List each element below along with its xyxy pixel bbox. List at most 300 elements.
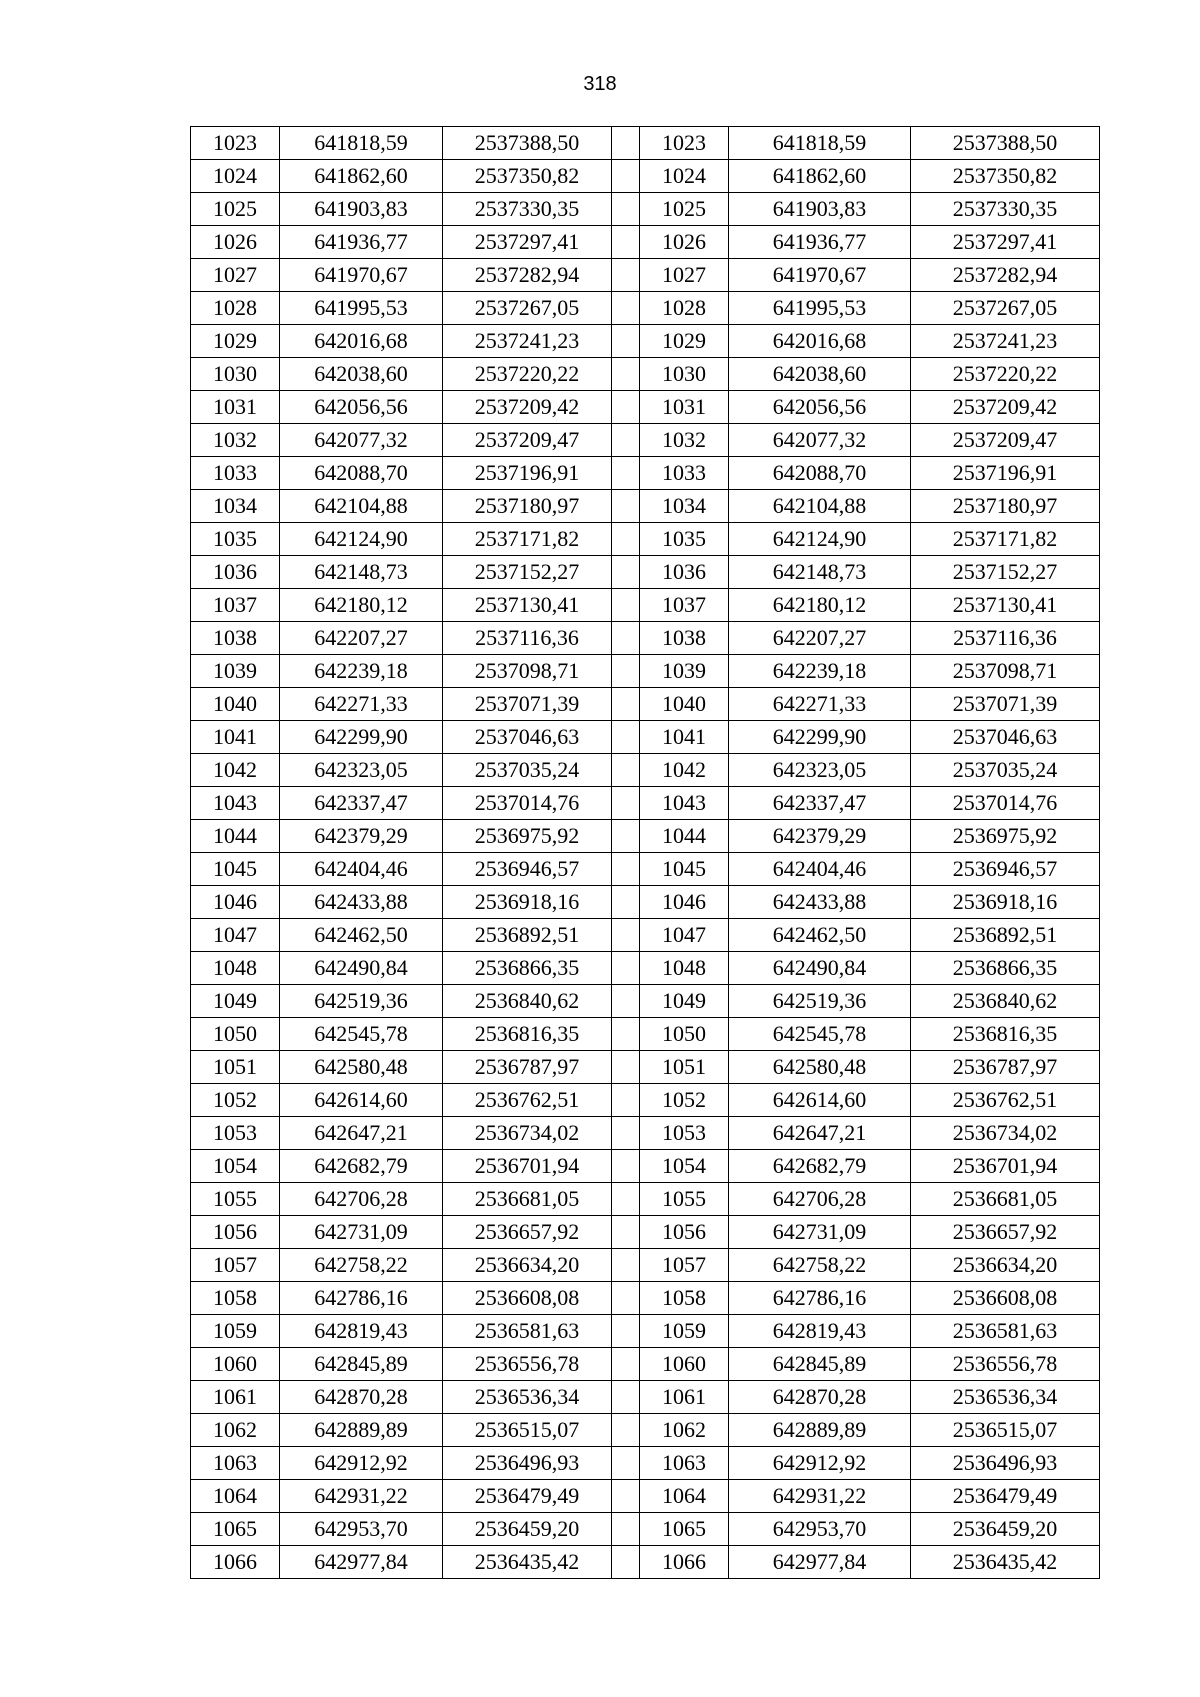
table-row xyxy=(191,1513,1100,1546)
table-row xyxy=(191,556,1100,589)
x-coordinate-cell: 642148,73 xyxy=(280,556,443,589)
y-coordinate-cell: 2537297,41 xyxy=(911,226,1100,259)
x-coordinate-cell: 642647,21 xyxy=(729,1117,911,1150)
x-coordinate-cell: 642016,68 xyxy=(280,325,443,358)
point-number-cell: 1049 xyxy=(191,985,280,1018)
spacer-cell xyxy=(612,1414,640,1447)
spacer-cell xyxy=(612,1150,640,1183)
x-coordinate-cell: 642706,28 xyxy=(729,1183,911,1216)
x-coordinate-cell: 642647,21 xyxy=(280,1117,443,1150)
y-coordinate-cell: 2536435,42 xyxy=(911,1546,1100,1579)
y-coordinate-cell: 2536787,97 xyxy=(443,1051,612,1084)
x-coordinate-cell: 642180,12 xyxy=(280,589,443,622)
x-coordinate-cell: 642490,84 xyxy=(280,952,443,985)
y-coordinate-cell: 2537388,50 xyxy=(911,127,1100,160)
x-coordinate-cell: 642614,60 xyxy=(729,1084,911,1117)
spacer-cell xyxy=(612,1051,640,1084)
x-coordinate-cell: 642819,43 xyxy=(729,1315,911,1348)
point-number-cell: 1065 xyxy=(640,1513,729,1546)
y-coordinate-cell: 2537098,71 xyxy=(911,655,1100,688)
spacer-cell xyxy=(612,358,640,391)
table-row xyxy=(191,1249,1100,1282)
y-coordinate-cell: 2536459,20 xyxy=(911,1513,1100,1546)
spacer-cell xyxy=(612,1315,640,1348)
y-coordinate-cell: 2537241,23 xyxy=(443,325,612,358)
point-number-cell: 1026 xyxy=(640,226,729,259)
x-coordinate-cell: 642038,60 xyxy=(729,358,911,391)
point-number-cell: 1025 xyxy=(640,193,729,226)
y-coordinate-cell: 2536734,02 xyxy=(911,1117,1100,1150)
spacer-cell xyxy=(612,127,640,160)
x-coordinate-cell: 642404,46 xyxy=(729,853,911,886)
point-number-cell: 1024 xyxy=(640,160,729,193)
y-coordinate-cell: 2537297,41 xyxy=(443,226,612,259)
y-coordinate-cell: 2536762,51 xyxy=(911,1084,1100,1117)
point-number-cell: 1066 xyxy=(640,1546,729,1579)
x-coordinate-cell: 642299,90 xyxy=(280,721,443,754)
y-coordinate-cell: 2537152,27 xyxy=(911,556,1100,589)
spacer-cell xyxy=(612,160,640,193)
table-row xyxy=(191,589,1100,622)
point-number-cell: 1057 xyxy=(640,1249,729,1282)
point-number-cell: 1037 xyxy=(191,589,280,622)
y-coordinate-cell: 2537209,42 xyxy=(443,391,612,424)
x-coordinate-cell: 641970,67 xyxy=(729,259,911,292)
table-row xyxy=(191,1447,1100,1480)
point-number-cell: 1054 xyxy=(191,1150,280,1183)
spacer-cell xyxy=(612,259,640,292)
y-coordinate-cell: 2537116,36 xyxy=(443,622,612,655)
x-coordinate-cell: 642819,43 xyxy=(280,1315,443,1348)
y-coordinate-cell: 2537171,82 xyxy=(911,523,1100,556)
x-coordinate-cell: 642953,70 xyxy=(280,1513,443,1546)
x-coordinate-cell: 642845,89 xyxy=(280,1348,443,1381)
x-coordinate-cell: 642786,16 xyxy=(280,1282,443,1315)
x-coordinate-cell: 642580,48 xyxy=(729,1051,911,1084)
point-number-cell: 1052 xyxy=(191,1084,280,1117)
table-row xyxy=(191,1282,1100,1315)
x-coordinate-cell: 642379,29 xyxy=(280,820,443,853)
spacer-cell xyxy=(612,952,640,985)
x-coordinate-cell: 642207,27 xyxy=(729,622,911,655)
point-number-cell: 1026 xyxy=(191,226,280,259)
point-number-cell: 1042 xyxy=(640,754,729,787)
spacer-cell xyxy=(612,1216,640,1249)
y-coordinate-cell: 2537330,35 xyxy=(443,193,612,226)
x-coordinate-cell: 642758,22 xyxy=(729,1249,911,1282)
point-number-cell: 1040 xyxy=(640,688,729,721)
point-number-cell: 1045 xyxy=(191,853,280,886)
table-body xyxy=(191,127,1100,1579)
x-coordinate-cell: 642845,89 xyxy=(729,1348,911,1381)
table-row xyxy=(191,358,1100,391)
y-coordinate-cell: 2537350,82 xyxy=(443,160,612,193)
y-coordinate-cell: 2537196,91 xyxy=(911,457,1100,490)
table-row xyxy=(191,1216,1100,1249)
point-number-cell: 1032 xyxy=(640,424,729,457)
table-row xyxy=(191,391,1100,424)
point-number-cell: 1061 xyxy=(191,1381,280,1414)
point-number-cell: 1056 xyxy=(191,1216,280,1249)
x-coordinate-cell: 642207,27 xyxy=(280,622,443,655)
point-number-cell: 1043 xyxy=(640,787,729,820)
x-coordinate-cell: 642758,22 xyxy=(280,1249,443,1282)
x-coordinate-cell: 642337,47 xyxy=(729,787,911,820)
table-row xyxy=(191,523,1100,556)
y-coordinate-cell: 2536892,51 xyxy=(911,919,1100,952)
y-coordinate-cell: 2536701,94 xyxy=(911,1150,1100,1183)
point-number-cell: 1027 xyxy=(640,259,729,292)
x-coordinate-cell: 641995,53 xyxy=(729,292,911,325)
point-number-cell: 1023 xyxy=(191,127,280,160)
table-row xyxy=(191,622,1100,655)
x-coordinate-cell: 642706,28 xyxy=(280,1183,443,1216)
y-coordinate-cell: 2536515,07 xyxy=(911,1414,1100,1447)
y-coordinate-cell: 2536536,34 xyxy=(911,1381,1100,1414)
y-coordinate-cell: 2537014,76 xyxy=(911,787,1100,820)
y-coordinate-cell: 2537152,27 xyxy=(443,556,612,589)
table-row xyxy=(191,886,1100,919)
y-coordinate-cell: 2536657,92 xyxy=(443,1216,612,1249)
spacer-cell xyxy=(612,985,640,1018)
table-row xyxy=(191,754,1100,787)
x-coordinate-cell: 641970,67 xyxy=(280,259,443,292)
y-coordinate-cell: 2537098,71 xyxy=(443,655,612,688)
point-number-cell: 1064 xyxy=(191,1480,280,1513)
point-number-cell: 1063 xyxy=(640,1447,729,1480)
y-coordinate-cell: 2536681,05 xyxy=(443,1183,612,1216)
x-coordinate-cell: 642271,33 xyxy=(729,688,911,721)
x-coordinate-cell: 642433,88 xyxy=(729,886,911,919)
spacer-cell xyxy=(612,457,640,490)
x-coordinate-cell: 642731,09 xyxy=(729,1216,911,1249)
point-number-cell: 1030 xyxy=(640,358,729,391)
x-coordinate-cell: 642786,16 xyxy=(729,1282,911,1315)
x-coordinate-cell: 641995,53 xyxy=(280,292,443,325)
x-coordinate-cell: 641862,60 xyxy=(280,160,443,193)
point-number-cell: 1049 xyxy=(640,985,729,1018)
table-row xyxy=(191,259,1100,292)
x-coordinate-cell: 641936,77 xyxy=(280,226,443,259)
y-coordinate-cell: 2536946,57 xyxy=(443,853,612,886)
x-coordinate-cell: 641903,83 xyxy=(729,193,911,226)
point-number-cell: 1035 xyxy=(191,523,280,556)
x-coordinate-cell: 642379,29 xyxy=(729,820,911,853)
spacer-cell xyxy=(612,754,640,787)
table-row xyxy=(191,853,1100,886)
x-coordinate-cell: 642104,88 xyxy=(280,490,443,523)
x-coordinate-cell: 641862,60 xyxy=(729,160,911,193)
x-coordinate-cell: 642912,92 xyxy=(729,1447,911,1480)
y-coordinate-cell: 2536459,20 xyxy=(443,1513,612,1546)
spacer-cell xyxy=(612,391,640,424)
x-coordinate-cell: 642056,56 xyxy=(729,391,911,424)
spacer-cell xyxy=(612,523,640,556)
point-number-cell: 1044 xyxy=(191,820,280,853)
x-coordinate-cell: 642077,32 xyxy=(729,424,911,457)
point-number-cell: 1036 xyxy=(640,556,729,589)
table-row xyxy=(191,490,1100,523)
point-number-cell: 1041 xyxy=(191,721,280,754)
y-coordinate-cell: 2537267,05 xyxy=(443,292,612,325)
point-number-cell: 1051 xyxy=(640,1051,729,1084)
point-number-cell: 1039 xyxy=(640,655,729,688)
y-coordinate-cell: 2537046,63 xyxy=(911,721,1100,754)
y-coordinate-cell: 2537282,94 xyxy=(443,259,612,292)
x-coordinate-cell: 642931,22 xyxy=(280,1480,443,1513)
point-number-cell: 1061 xyxy=(640,1381,729,1414)
table-row xyxy=(191,292,1100,325)
point-number-cell: 1044 xyxy=(640,820,729,853)
y-coordinate-cell: 2536657,92 xyxy=(911,1216,1100,1249)
y-coordinate-cell: 2536787,97 xyxy=(911,1051,1100,1084)
spacer-cell xyxy=(612,226,640,259)
y-coordinate-cell: 2536816,35 xyxy=(911,1018,1100,1051)
point-number-cell: 1039 xyxy=(191,655,280,688)
x-coordinate-cell: 642104,88 xyxy=(729,490,911,523)
spacer-cell xyxy=(612,1447,640,1480)
x-coordinate-cell: 642088,70 xyxy=(280,457,443,490)
point-number-cell: 1033 xyxy=(191,457,280,490)
x-coordinate-cell: 642977,84 xyxy=(280,1546,443,1579)
point-number-cell: 1045 xyxy=(640,853,729,886)
y-coordinate-cell: 2536866,35 xyxy=(911,952,1100,985)
spacer-cell xyxy=(612,886,640,919)
point-number-cell: 1054 xyxy=(640,1150,729,1183)
spacer-cell xyxy=(612,1381,640,1414)
x-coordinate-cell: 642323,05 xyxy=(280,754,443,787)
x-coordinate-cell: 641818,59 xyxy=(729,127,911,160)
x-coordinate-cell: 642870,28 xyxy=(729,1381,911,1414)
y-coordinate-cell: 2536634,20 xyxy=(443,1249,612,1282)
point-number-cell: 1034 xyxy=(191,490,280,523)
point-number-cell: 1027 xyxy=(191,259,280,292)
point-number-cell: 1064 xyxy=(640,1480,729,1513)
spacer-cell xyxy=(612,490,640,523)
point-number-cell: 1060 xyxy=(640,1348,729,1381)
x-coordinate-cell: 642614,60 xyxy=(280,1084,443,1117)
coordinates-table xyxy=(190,126,1100,1579)
x-coordinate-cell: 642519,36 xyxy=(280,985,443,1018)
x-coordinate-cell: 642545,78 xyxy=(280,1018,443,1051)
table-row xyxy=(191,1117,1100,1150)
y-coordinate-cell: 2536762,51 xyxy=(443,1084,612,1117)
table-row xyxy=(191,424,1100,457)
x-coordinate-cell: 642148,73 xyxy=(729,556,911,589)
spacer-cell xyxy=(612,688,640,721)
table-row xyxy=(191,160,1100,193)
point-number-cell: 1031 xyxy=(640,391,729,424)
x-coordinate-cell: 641818,59 xyxy=(280,127,443,160)
spacer-cell xyxy=(612,325,640,358)
spacer-cell xyxy=(612,853,640,886)
x-coordinate-cell: 642889,89 xyxy=(280,1414,443,1447)
y-coordinate-cell: 2536840,62 xyxy=(443,985,612,1018)
table-row xyxy=(191,1183,1100,1216)
point-number-cell: 1058 xyxy=(640,1282,729,1315)
point-number-cell: 1031 xyxy=(191,391,280,424)
y-coordinate-cell: 2536479,49 xyxy=(911,1480,1100,1513)
table-row xyxy=(191,1084,1100,1117)
y-coordinate-cell: 2537209,47 xyxy=(911,424,1100,457)
table-row xyxy=(191,1150,1100,1183)
x-coordinate-cell: 642016,68 xyxy=(729,325,911,358)
point-number-cell: 1029 xyxy=(640,325,729,358)
y-coordinate-cell: 2537046,63 xyxy=(443,721,612,754)
point-number-cell: 1033 xyxy=(640,457,729,490)
x-coordinate-cell: 642337,47 xyxy=(280,787,443,820)
table-row xyxy=(191,820,1100,853)
x-coordinate-cell: 642404,46 xyxy=(280,853,443,886)
point-number-cell: 1053 xyxy=(191,1117,280,1150)
y-coordinate-cell: 2536556,78 xyxy=(443,1348,612,1381)
y-coordinate-cell: 2537071,39 xyxy=(443,688,612,721)
point-number-cell: 1055 xyxy=(640,1183,729,1216)
point-number-cell: 1042 xyxy=(191,754,280,787)
point-number-cell: 1036 xyxy=(191,556,280,589)
spacer-cell xyxy=(612,556,640,589)
point-number-cell: 1051 xyxy=(191,1051,280,1084)
spacer-cell xyxy=(612,292,640,325)
y-coordinate-cell: 2536975,92 xyxy=(911,820,1100,853)
x-coordinate-cell: 642239,18 xyxy=(729,655,911,688)
spacer-cell xyxy=(612,1480,640,1513)
table-row xyxy=(191,1018,1100,1051)
x-coordinate-cell: 642271,33 xyxy=(280,688,443,721)
point-number-cell: 1065 xyxy=(191,1513,280,1546)
spacer-cell xyxy=(612,919,640,952)
table-row xyxy=(191,1381,1100,1414)
point-number-cell: 1050 xyxy=(640,1018,729,1051)
spacer-cell xyxy=(612,589,640,622)
y-coordinate-cell: 2537130,41 xyxy=(911,589,1100,622)
point-number-cell: 1034 xyxy=(640,490,729,523)
x-coordinate-cell: 642462,50 xyxy=(729,919,911,952)
point-number-cell: 1063 xyxy=(191,1447,280,1480)
point-number-cell: 1024 xyxy=(191,160,280,193)
page-number: 318 xyxy=(583,73,617,95)
table-row xyxy=(191,1348,1100,1381)
point-number-cell: 1048 xyxy=(191,952,280,985)
point-number-cell: 1053 xyxy=(640,1117,729,1150)
point-number-cell: 1058 xyxy=(191,1282,280,1315)
y-coordinate-cell: 2537180,97 xyxy=(443,490,612,523)
point-number-cell: 1047 xyxy=(191,919,280,952)
point-number-cell: 1050 xyxy=(191,1018,280,1051)
point-number-cell: 1030 xyxy=(191,358,280,391)
spacer-cell xyxy=(612,1084,640,1117)
y-coordinate-cell: 2537035,24 xyxy=(443,754,612,787)
x-coordinate-cell: 642912,92 xyxy=(280,1447,443,1480)
spacer-cell xyxy=(612,193,640,226)
x-coordinate-cell: 642682,79 xyxy=(280,1150,443,1183)
y-coordinate-cell: 2536975,92 xyxy=(443,820,612,853)
y-coordinate-cell: 2537014,76 xyxy=(443,787,612,820)
y-coordinate-cell: 2537180,97 xyxy=(911,490,1100,523)
x-coordinate-cell: 642490,84 xyxy=(729,952,911,985)
y-coordinate-cell: 2537116,36 xyxy=(911,622,1100,655)
x-coordinate-cell: 642462,50 xyxy=(280,919,443,952)
y-coordinate-cell: 2536918,16 xyxy=(443,886,612,919)
point-number-cell: 1057 xyxy=(191,1249,280,1282)
table-row xyxy=(191,787,1100,820)
x-coordinate-cell: 642323,05 xyxy=(729,754,911,787)
point-number-cell: 1062 xyxy=(191,1414,280,1447)
table-row xyxy=(191,985,1100,1018)
point-number-cell: 1043 xyxy=(191,787,280,820)
x-coordinate-cell: 642519,36 xyxy=(729,985,911,1018)
point-number-cell: 1052 xyxy=(640,1084,729,1117)
y-coordinate-cell: 2536435,42 xyxy=(443,1546,612,1579)
y-coordinate-cell: 2536634,20 xyxy=(911,1249,1100,1282)
x-coordinate-cell: 642682,79 xyxy=(729,1150,911,1183)
x-coordinate-cell: 642299,90 xyxy=(729,721,911,754)
point-number-cell: 1041 xyxy=(640,721,729,754)
y-coordinate-cell: 2536734,02 xyxy=(443,1117,612,1150)
y-coordinate-cell: 2537350,82 xyxy=(911,160,1100,193)
spacer-cell xyxy=(612,1282,640,1315)
y-coordinate-cell: 2536918,16 xyxy=(911,886,1100,919)
spacer-cell xyxy=(612,1546,640,1579)
x-coordinate-cell: 642088,70 xyxy=(729,457,911,490)
spacer-cell xyxy=(612,1018,640,1051)
table-row xyxy=(191,193,1100,226)
x-coordinate-cell: 642545,78 xyxy=(729,1018,911,1051)
point-number-cell: 1032 xyxy=(191,424,280,457)
x-coordinate-cell: 642077,32 xyxy=(280,424,443,457)
table-row xyxy=(191,325,1100,358)
x-coordinate-cell: 642124,90 xyxy=(729,523,911,556)
y-coordinate-cell: 2536840,62 xyxy=(911,985,1100,1018)
y-coordinate-cell: 2537196,91 xyxy=(443,457,612,490)
y-coordinate-cell: 2536536,34 xyxy=(443,1381,612,1414)
x-coordinate-cell: 642580,48 xyxy=(280,1051,443,1084)
table-row xyxy=(191,127,1100,160)
table-row xyxy=(191,1480,1100,1513)
point-number-cell: 1037 xyxy=(640,589,729,622)
x-coordinate-cell: 642433,88 xyxy=(280,886,443,919)
y-coordinate-cell: 2537130,41 xyxy=(443,589,612,622)
y-coordinate-cell: 2537267,05 xyxy=(911,292,1100,325)
x-coordinate-cell: 642239,18 xyxy=(280,655,443,688)
x-coordinate-cell: 642870,28 xyxy=(280,1381,443,1414)
y-coordinate-cell: 2537035,24 xyxy=(911,754,1100,787)
y-coordinate-cell: 2536816,35 xyxy=(443,1018,612,1051)
table-row xyxy=(191,226,1100,259)
y-coordinate-cell: 2536946,57 xyxy=(911,853,1100,886)
y-coordinate-cell: 2536515,07 xyxy=(443,1414,612,1447)
point-number-cell: 1040 xyxy=(191,688,280,721)
spacer-cell xyxy=(612,1348,640,1381)
x-coordinate-cell: 642953,70 xyxy=(729,1513,911,1546)
point-number-cell: 1048 xyxy=(640,952,729,985)
table-row xyxy=(191,457,1100,490)
y-coordinate-cell: 2537241,23 xyxy=(911,325,1100,358)
table-row xyxy=(191,1414,1100,1447)
table-row xyxy=(191,952,1100,985)
point-number-cell: 1035 xyxy=(640,523,729,556)
x-coordinate-cell: 642124,90 xyxy=(280,523,443,556)
point-number-cell: 1025 xyxy=(191,193,280,226)
table-row xyxy=(191,1546,1100,1579)
y-coordinate-cell: 2536496,93 xyxy=(443,1447,612,1480)
spacer-cell xyxy=(612,1183,640,1216)
y-coordinate-cell: 2536581,63 xyxy=(911,1315,1100,1348)
point-number-cell: 1059 xyxy=(640,1315,729,1348)
point-number-cell: 1066 xyxy=(191,1546,280,1579)
point-number-cell: 1023 xyxy=(640,127,729,160)
spacer-cell xyxy=(612,787,640,820)
